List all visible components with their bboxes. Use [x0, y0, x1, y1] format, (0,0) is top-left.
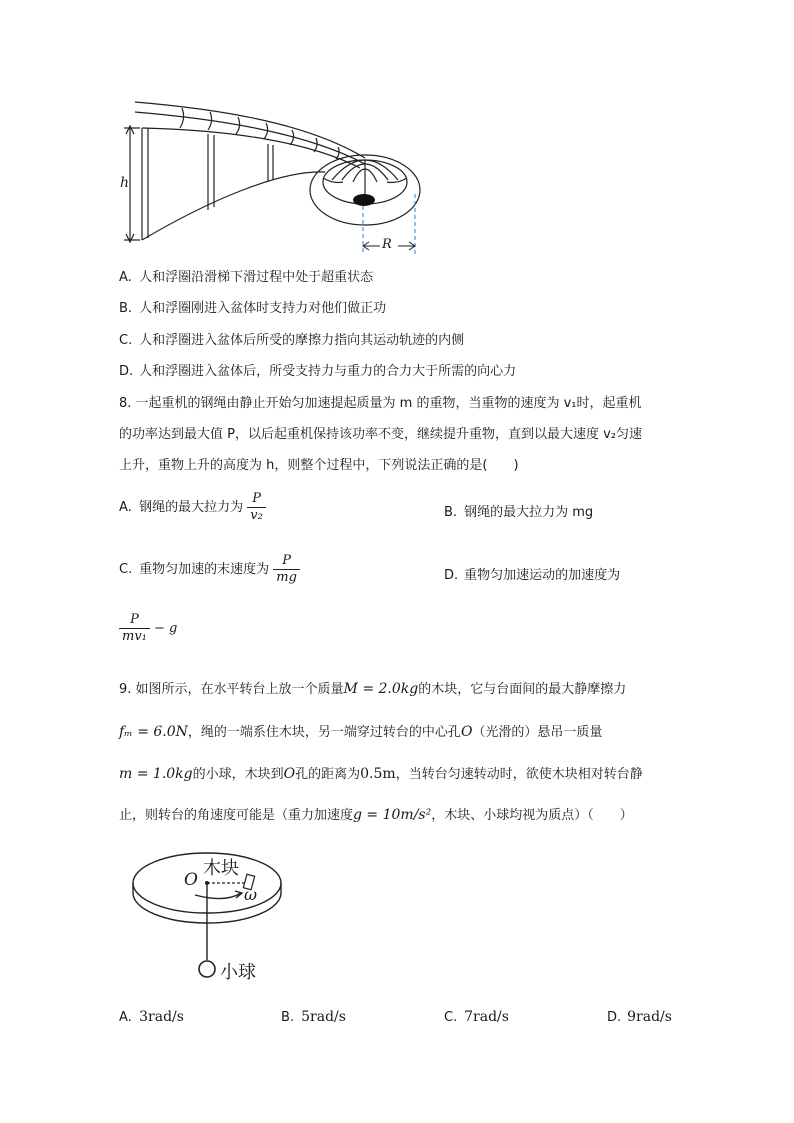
- block-label: 木块: [203, 858, 239, 879]
- q7-option-a: A. 人和浮圈沿滑梯下滑过程中处于超重状态: [119, 270, 374, 285]
- q8-option-b: B. 钢绳的最大拉力为 mg: [444, 505, 594, 520]
- omega-label: ω: [244, 885, 258, 904]
- q9-option-b: B. 5rad/s: [281, 1009, 346, 1025]
- q8-option-d: D. 重物匀加速运动的加速度为: [444, 568, 621, 583]
- q9-option-a: A. 3rad/s: [119, 1009, 184, 1025]
- fraction: $\frac{P}{mg}$: [273, 553, 300, 586]
- fraction: $\frac{P}{\text{mv₁}}$: [119, 612, 150, 645]
- q7-option-d: D. 人和浮圈进入盆体后，所受支持力与重力的合力大于所需的向心力: [119, 364, 517, 379]
- q8-option-c: C. 重物匀加速的末速度为 $\frac{P}{mg}$: [119, 553, 300, 586]
- radius-label: R: [382, 237, 392, 252]
- q7-option-c: C. 人和浮圈进入盆体后所受的摩擦力指向其运动轨迹的内侧: [119, 333, 465, 348]
- slide-figure: [110, 90, 430, 255]
- height-label: h: [120, 175, 130, 191]
- q9-option-d: D. 9rad/s: [607, 1009, 672, 1025]
- q8-line-3: 上升，重物上升的高度为 h，则整个过程中，下列说法正确的是( ): [119, 458, 519, 473]
- fraction: $\frac{P}{\text{v₂}}$: [247, 491, 266, 524]
- ball-label: 小球: [220, 962, 256, 983]
- q9-line-2: fₘ = 6.0N，绳的一端系住木块，另一端穿过转台的中心孔O（光滑的）悬吊一质量: [119, 724, 603, 740]
- q8-line-1: 8. 一起重机的钢绳由静止开始匀加速提起质量为 m 的重物，当重物的速度为 v₁时，起重机: [119, 396, 642, 411]
- q8-option-a: A. 钢绳的最大拉力为 $\frac{P}{\text{v₂}}$: [119, 491, 266, 524]
- q9-option-c: C. 7rad/s: [444, 1009, 509, 1025]
- center-hole-label: O: [184, 870, 198, 890]
- q8-line-2: 的功率达到最大值 P，以后起重机保持该功率不变，继续提升重物，直到以最大速度 v₂匀速: [119, 427, 643, 442]
- q8-option-d-formula: $\frac{P}{\text{mv₁}}$ − g: [119, 612, 177, 645]
- q7-option-b: B. 人和浮圈刚进入盆体时支持力对他们做正功: [119, 301, 387, 316]
- q9-line-1: 9. 如图所示，在水平转台上放一个质量M = 2.0kg的木块，它与台面间的最大静摩擦力: [119, 681, 627, 697]
- q9-line-3: m = 1.0kg的小球，木块到O孔的距离为0.5m，当转台匀速转动时，欲使木块相对转台静: [119, 766, 643, 782]
- q9-line-4: 止，则转台的角速度可能是（重力加速度g = 10m/s²，木块、小球均视为质点）（ ）: [119, 807, 633, 823]
